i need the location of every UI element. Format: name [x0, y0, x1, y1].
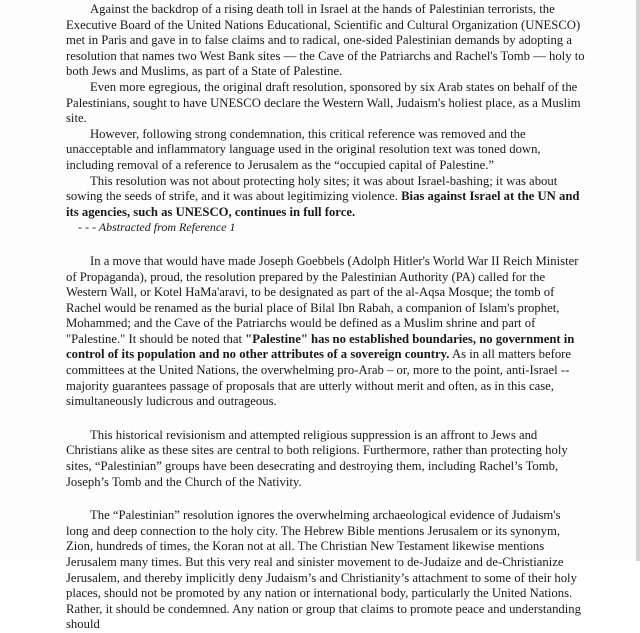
paragraph-condemnation: However, following strong condemnation, this critical reference was removed and the unacceptable and inflammatory language used in the original resolution text was toned down, including removal of a reference to Jerusalem as the “occupied capital of Palestine.”: [66, 126, 541, 172]
bias-statement-bold: Bias against Israel at the UN and its agencies, such as UNESCO, continues in full force.: [66, 189, 580, 219]
article-body: [66, 2, 586, 633]
palestine-boundaries-bold: "Palestine" has no established boundaries, no government in control of its population and no other attributes of a sovereign country.: [66, 331, 575, 362]
abstract-attribution: - - - Abstracted from Reference 1: [78, 220, 236, 235]
paragraph-goebbels-text-a: In a move that would have made Joseph Goebbels (Adolph Hitler's World War II Reich Minister of Propaganda), proud, the resolution prepared by the Palestinian Authority (PA) called for the Western Wall, or Kotel HaMa'aravi, to be designated as part of the al-Aqsa Mosque; the tomb of Rachel would be renamed as the burial place of Bilal Ibn Rabah, a companion of Islam's prophet, Mohammed; and the Cave of the Patriarchs would be defined as a Muslim shrine and part of "Palestine." It should be noted that: [66, 253, 579, 346]
paragraph-goebbels-text-b: As in all matters before committees at the United Nations, the overwhelming pro-Arab – or, more to the point, anti-Israel -- majority guarantees passage of proposals that are utterly without merit and often, as in this case, simultaneously ludicrous and outrageous.: [66, 347, 572, 409]
page-edge-shadow: [636, 0, 640, 561]
paragraph-goebbels: [66, 254, 586, 410]
paragraph-archaeological-evidence: The “Palestinian” resolution ignores the overwhelming archaeological evidence of Judaism's long and deep connection to the holy city. The Hebrew Bible mentions Jerusalem or its synonym, Zion, hundreds of times, the Koran not at all. The Christian New Testament likewise mentions Jerusalem many times. But this very real and sinister movement to de-Judaize and de-Christianize Jerusalem, and thereby implicitly deny Judaism’s and Christianity’s attachment to some of their holy places, should not be promoted by any nation or international body, particularly the United Nations. Rather, it should be condemned. Any nation or group that claims to promote peace and understanding should: [66, 508, 581, 632]
paragraph-israel-bashing-text: This resolution was not about protecting holy sites; it was about Israel-bashing; it was about sowing the seeds of strife, and it was about legitimizing violence.: [66, 173, 558, 204]
paragraph-unesco-resolution: Against the backdrop of a rising death toll in Israel at the hands of Palestinian terrorists, the Executive Board of the United Nations Educational, Scientific and Cultural Organization (UNESCO) met in Paris and gave in to false claims and to radical, one-sided Palestinian demands by adopting a resolution that names two West Bank sites — the Cave of the Patriarchs and Rachel's Tomb — holy to both Jews and Muslims, as part of a State of Palestine.: [66, 2, 585, 79]
paragraph-israel-bashing: [66, 174, 586, 221]
paragraph-draft-resolution: Even more egregious, the original draft resolution, sponsored by six Arab states on behalf of the Palestinians, sought to have UNESCO declare the Western Wall, Judaism's holiest place, as a Muslim site.: [66, 79, 581, 126]
paragraph-revisionism: This historical revisionism and attempted religious suppression is an affront to Jews and Christians alike as these sites are central to both religions. Furthermore, rather than protecting holy sites, “Palestinian” groups have been desecrating and destroying them, including Rachel’s Tomb, Joseph’s Tomb and the Church of the Nativity.: [66, 427, 568, 489]
